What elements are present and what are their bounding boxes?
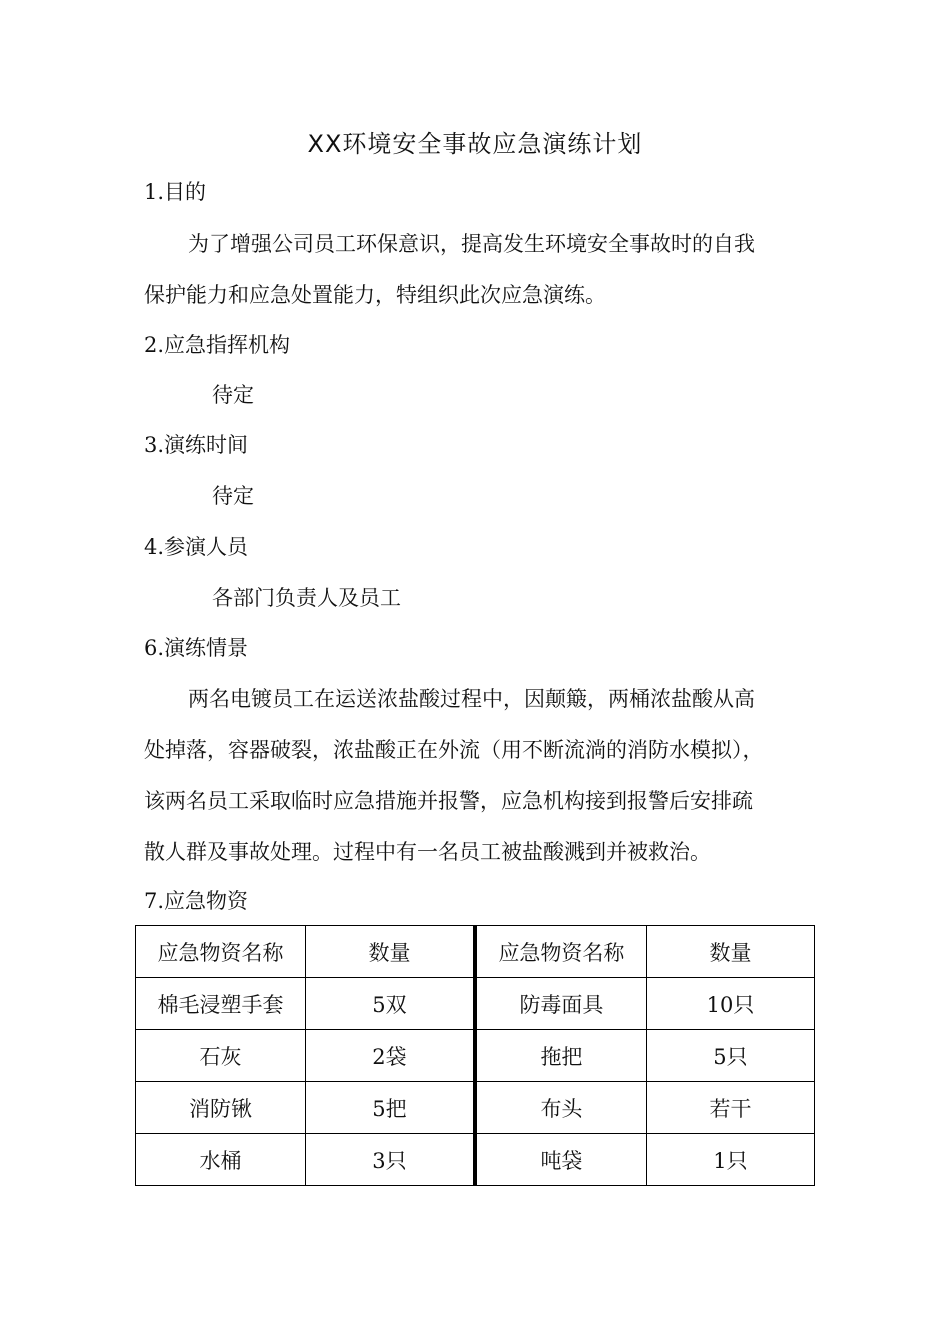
- scenario-text-line-4: 散人群及事故处理。过程中有一名员工被盐酸溅到并被救治。: [144, 840, 711, 864]
- participants-content: 各部门负责人及员工: [212, 586, 401, 610]
- scenario-text-line-3: 该两名员工采取临时应急措施并报警，应急机构接到报警后安排疏: [144, 789, 753, 813]
- table-cell: 5只: [646, 1030, 814, 1082]
- table-header-cell: 应急物资名称: [136, 926, 306, 978]
- purpose-text-line-1: 为了增强公司员工环保意识，提高发生环境安全事故时的自我: [188, 232, 755, 256]
- table-cell: 10只: [646, 978, 814, 1030]
- table-header-row: [136, 926, 815, 978]
- scenario-text-line-1: 两名电镀员工在运送浓盐酸过程中，因颠簸，两桶浓盐酸从高: [188, 687, 755, 711]
- table-cell: 吨袋: [475, 1134, 646, 1186]
- command-content: 待定: [212, 383, 254, 407]
- section-heading-supplies: 7.应急物资: [144, 889, 249, 913]
- table-row: [136, 1082, 815, 1134]
- table-row: [136, 978, 815, 1030]
- supplies-table: [135, 925, 815, 1186]
- document-title: XX环境安全事故应急演练计划: [307, 130, 643, 158]
- table-cell: 防毒面具: [475, 978, 646, 1030]
- table-cell: 3只: [305, 1134, 474, 1186]
- table-cell: 2袋: [305, 1030, 474, 1082]
- table-header-cell: 数量: [305, 926, 474, 978]
- table-cell: 1只: [646, 1134, 814, 1186]
- table-cell: 石灰: [136, 1030, 306, 1082]
- table-cell: 5双: [305, 978, 474, 1030]
- section-heading-scenario: 6.演练情景: [144, 636, 249, 660]
- purpose-text-line-2: 保护能力和应急处置能力，特组织此次应急演练。: [144, 283, 606, 307]
- section-heading-purpose: 1.目的: [144, 180, 207, 204]
- table-header-cell: 数量: [646, 926, 814, 978]
- table-cell: 消防锹: [136, 1082, 306, 1134]
- section-heading-command: 2.应急指挥机构: [144, 333, 291, 357]
- table-cell: 拖把: [475, 1030, 646, 1082]
- table-header-cell: 应急物资名称: [475, 926, 646, 978]
- table-row: [136, 1030, 815, 1082]
- table-cell: 水桶: [136, 1134, 306, 1186]
- table-cell: 棉毛浸塑手套: [136, 978, 306, 1030]
- table-cell: 若干: [646, 1082, 814, 1134]
- table-cell: 布头: [475, 1082, 646, 1134]
- section-heading-time: 3.演练时间: [144, 433, 249, 457]
- table-row: [136, 1134, 815, 1186]
- time-content: 待定: [212, 484, 254, 508]
- table-cell: 5把: [305, 1082, 474, 1134]
- section-heading-participants: 4.参演人员: [144, 535, 249, 559]
- scenario-text-line-2: 处掉落，容器破裂，浓盐酸正在外流（用不断流淌的消防水模拟），: [144, 738, 764, 762]
